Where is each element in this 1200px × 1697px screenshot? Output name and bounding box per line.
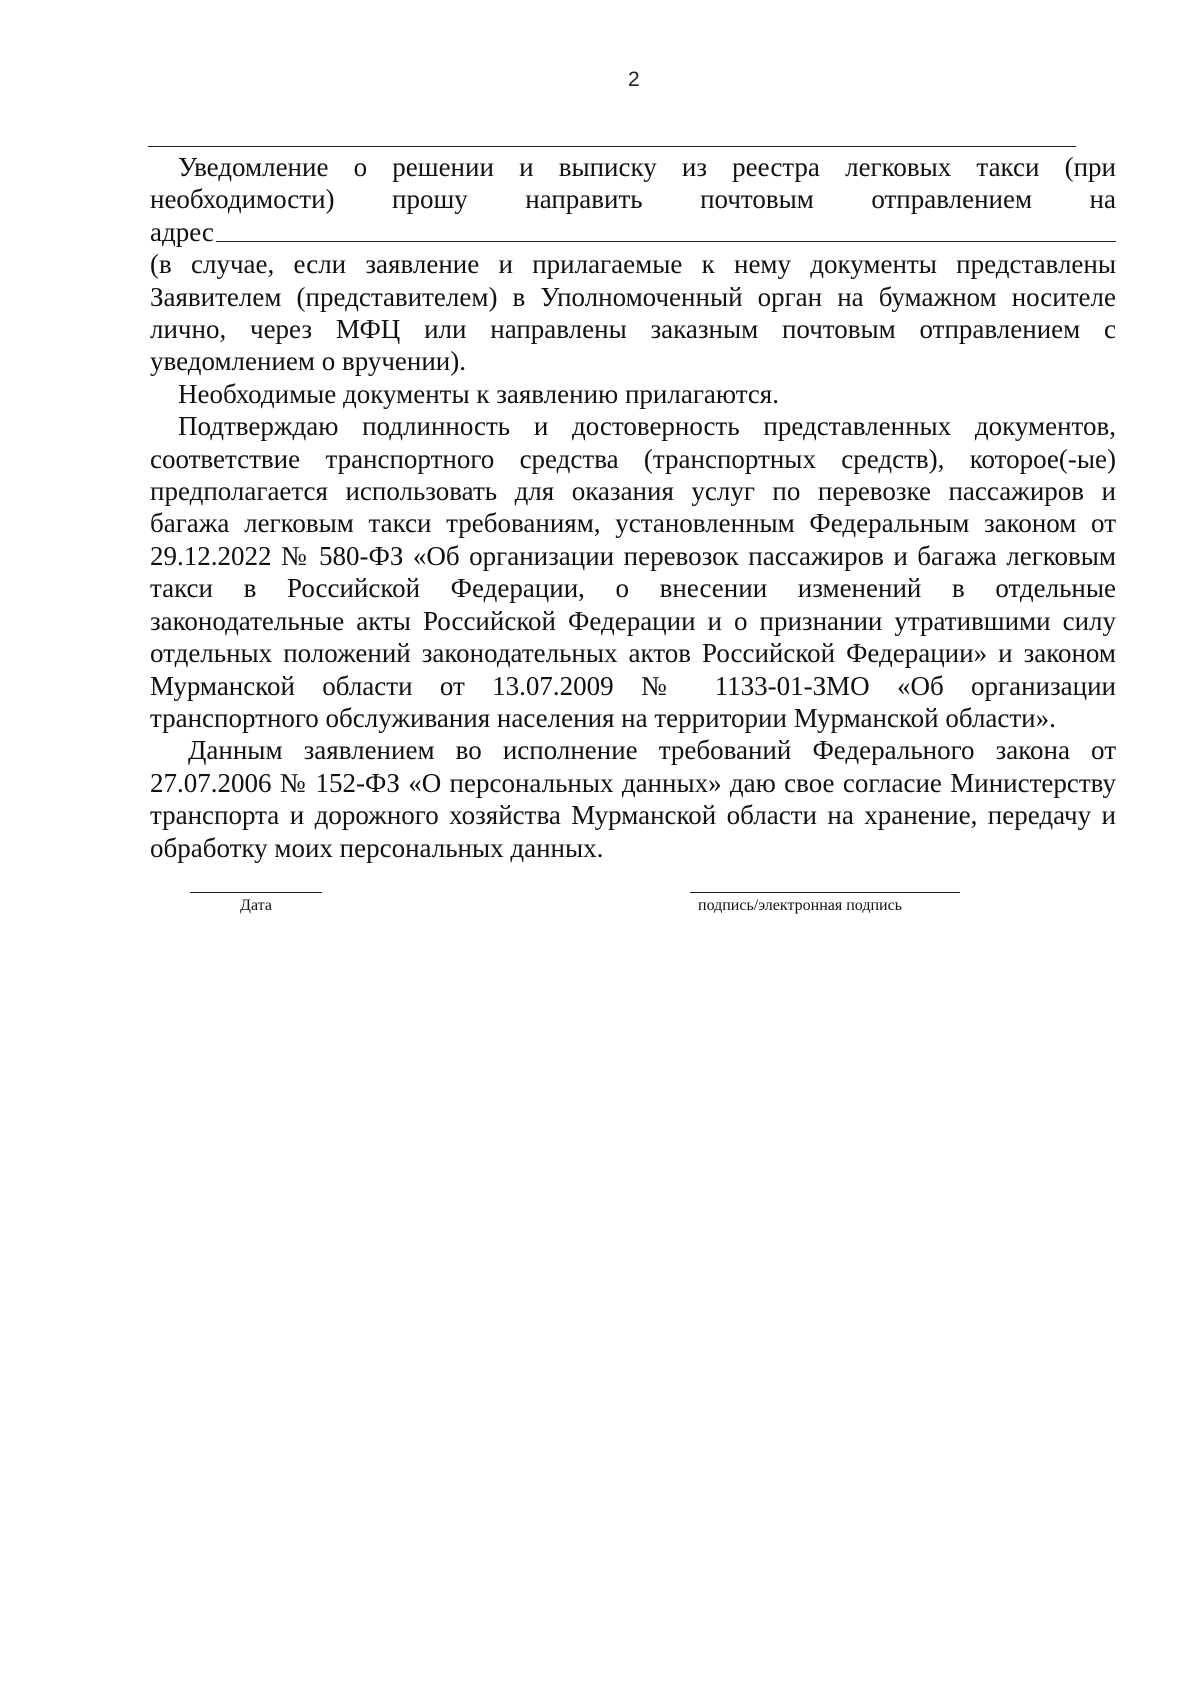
date-signature-block bbox=[190, 892, 322, 915]
notice-paragraph-line-2: необходимости) прошу направить почтовым отправлением на bbox=[150, 184, 1116, 215]
address-line bbox=[150, 216, 1116, 248]
notice-paragraph-line-1: Уведомление о решении и выписку из реестра легковых такси (при bbox=[178, 152, 1116, 182]
date-caption: Дата bbox=[240, 897, 272, 914]
address-label: адрес bbox=[150, 216, 214, 247]
attachments-paragraph: Необходимые документы к заявлению прилагаются. bbox=[178, 378, 779, 409]
address-fill-line[interactable] bbox=[216, 241, 1116, 242]
consent-paragraph: Данным заявлением во исполнение требований Федерального закона от 27.07.2006 № 152-ФЗ «О персональных данных» даю свое согласие Министерству транспорта и дорожного хозяйства Мурманской области на хранение, передачу и обработку моих персональных данных. bbox=[150, 735, 1116, 863]
date-fill-line[interactable] bbox=[190, 892, 322, 893]
document-body bbox=[150, 151, 1116, 864]
top-divider-line bbox=[148, 146, 1076, 147]
delivery-condition-paragraph: (в случае, если заявление и прилагаемые к нему документы представлены Заявителем (представителем) в Уполномоченный орган на бумажном носителе лично, через МФЦ или направлены заказным почтовым отправлением с уведомлением о вручении). bbox=[150, 249, 1116, 377]
signature-caption: подпись/электронная подпись bbox=[698, 897, 902, 914]
signature-fill-line[interactable] bbox=[690, 892, 960, 893]
confirmation-paragraph: Подтверждаю подлинность и достоверность представленных документов, соответствие транспортного средства (транспортных средств), которое(-ые) предполагается использовать для оказания услуг по перевозке пассажиров и багажа легковым такси требованиям, установленным Федеральным законом от 29.12.2022 № 580-ФЗ «Об организации перевозок пассажиров и багажа легковым такси в Российской Федерации, о внесении изменений в отдельные законодательные акты Российской Федерации и о признании утратившими силу отдельных положений законодательных актов Российской Федерации» и законом Мурманской области от 13.07.2009 № 1133-01-ЗМО «Об организации транспортного обслуживания населения на территории Мурманской области». bbox=[150, 411, 1116, 733]
page-number: 2 bbox=[628, 68, 640, 91]
signature-block bbox=[640, 892, 960, 915]
